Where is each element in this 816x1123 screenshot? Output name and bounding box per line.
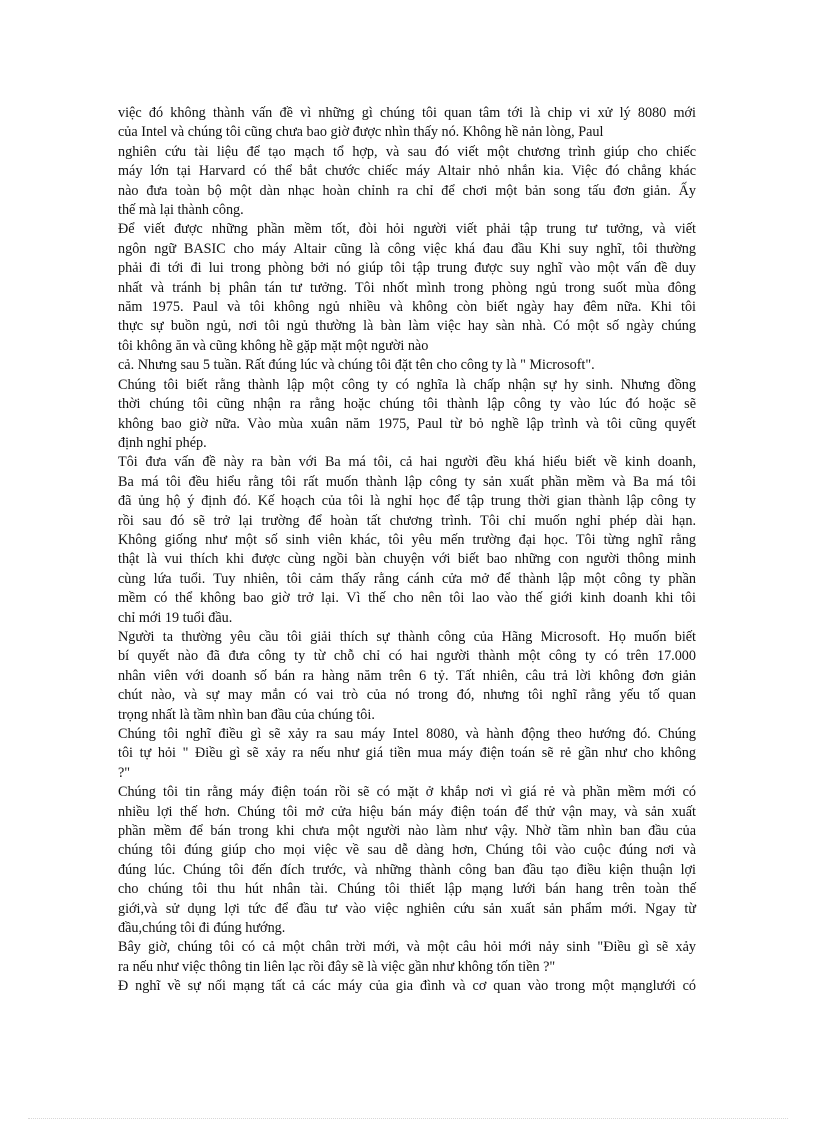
text-line: Không giống như một số sinh viên khác, tôi yêu mến trường đại học. Tôi từng nghĩ rằng — [118, 531, 696, 548]
text-line: thời chúng tôi cũng nhận ra rằng hoặc chúng tôi thành lập công ty vào lúc đó hoặc sẽ — [118, 396, 696, 413]
text-line: Bây giờ, chúng tôi có cả một chân trời mới, và một câu hỏi mới nảy sinh "Điều gì sẽ xảy — [118, 939, 696, 956]
text-line: nhất và tránh bị phân tán tư tưởng. Tôi nhốt mình trong phòng ngủ trong suốt mùa đông — [118, 279, 696, 296]
text-line: tôi tự hỏi " Điều gì sẽ xảy ra nếu như giá tiền mua máy điện toán sẽ rẻ gần như cho không — [118, 745, 696, 762]
text-line: thật là vui thích khi được cùng ngồi bàn chuyện với biết bao những con người thông minh — [118, 551, 696, 568]
text-line: nhân viên với doanh số bán ra hàng năm trên 6 tỷ. Tất nhiên, câu trả lời không đơn giản — [118, 667, 696, 684]
text-line: đúng lúc. Chúng tôi đến đích trước, và những thành công ban đầu tạo điều kiện thuận lợi — [118, 861, 696, 878]
text-line: tôi không ăn và cũng không hề gặp mặt một người nào — [118, 337, 429, 354]
text-line: phải đi tới đi lui trong phòng bởi nó giúp tôi tập trung được suy nghĩ vào một vấn đề duy — [118, 260, 696, 277]
text-line: Tôi đưa vấn đề này ra bàn với Ba má tôi, cả hai người đều khá hiểu biết về kinh doanh, — [118, 454, 696, 471]
text-line: Để viết được những phần mềm tốt, đòi hỏi người viết phải tập trung tư tưởng, và viết — [118, 221, 696, 238]
text-line: năm 1975. Paul và tôi không ngủ nhiều và không còn biết ngày hay đêm nữa. Khi tôi — [118, 299, 696, 316]
text-line: thế mà lại thành công. — [118, 202, 244, 219]
page-bottom-divider — [28, 1118, 788, 1119]
text-line: Ba má tôi đều hiểu rằng tôi rất muốn thành lập công ty sản xuất phần mềm và Ba má tôi — [118, 473, 696, 490]
text-line: Chúng tôi nghĩ điều gì sẽ xảy ra sau máy Intel 8080, và hành động theo hướng đó. Chúng — [118, 726, 696, 742]
text-line: Chúng tôi tin rằng máy điện toán rồi sẽ có mặt ở khắp nơi vì giá rẻ và phần mềm mới có — [118, 784, 696, 801]
text-line: Người ta thường yêu cầu tôi giải thích sự thành công của Hãng Microsoft. Họ muốn biết — [118, 628, 696, 645]
text-line: bí quyết nào đã đưa công ty từ chỗ chỉ có hai người thành một công ty có trên 17.000 — [118, 648, 696, 665]
text-line: của Intel và chúng tôi cũng chưa bao giờ được nhìn thấy nó. Không hề nản lòng, Paul — [118, 124, 604, 141]
text-line: không bao giờ nữa. Vào mùa xuân năm 1975, Paul từ bỏ nghề lập trình và tôi cũng quyết — [118, 415, 696, 432]
text-line: ?" — [118, 764, 131, 781]
text-line: việc đó không thành vấn đề vì những gì chúng tôi quan tâm tới là chip vi xử lý 8080 mới — [118, 105, 696, 121]
text-line: nghiên cứu tài liệu để tạo mạch tổ hợp, và sau đó viết một chương trình giúp cho chiếc — [118, 143, 696, 160]
text-line: chúng tôi đúng giúp cho mọi việc về sau dễ dàng hơn, Chúng tôi vào cuộc đúng nơi và — [118, 842, 696, 859]
text-line: ra nếu như việc thông tin liên lạc rồi đây sẽ là việc gần như không tốn tiền ?" — [118, 958, 556, 975]
text-line: đã ủng hộ ý định đó. Kế hoạch của tôi là nghỉ học để tập trung thời gian thành lập công ty — [118, 493, 696, 510]
text-line: Chúng tôi biết rằng thành lập một công ty có nghĩa là chấp nhận sự hy sinh. Nhưng đồng — [118, 376, 696, 393]
text-line: ngôn ngữ BASIC cho máy Altair cũng là công việc khá đau đầu Khi suy nghĩ, tôi thường — [118, 240, 696, 257]
text-line: định nghỉ phép. — [118, 434, 207, 451]
text-line: cùng lứa tuổi. Tuy nhiên, tôi cảm thấy rằng cánh cửa mở để thành lập một công ty phần — [118, 570, 696, 587]
text-line: máy lớn tại Harvard có thể bắt chước chiếc máy Altair nhỏ nhắn kia. Việc đó chẳng khác — [118, 163, 696, 180]
text-line: mềm có thể không bao giờ trở lại. Vì thế cho nên tôi lao vào thế giới kinh doanh khi tôi — [118, 590, 696, 607]
text-line: cho chúng tôi thu hút nhân tài. Chúng tôi thiết lập mạng lưới bán hang trên toàn thế — [118, 881, 696, 898]
text-line: giới,và sử dụng lợi tức để đầu tư vào việc nghiên cứu sản xuất sản phẩm mới. Ngay từ — [118, 900, 696, 917]
text-line: cả. Nhưng sau 5 tuần. Rất đúng lúc và chúng tôi đặt tên cho công ty là " Microsoft". — [118, 357, 595, 374]
text-line: nhiều lợi thế hơn. Chúng tôi mở cửa hiệu bán máy điện toán để thử vận may, và sản xuất — [118, 803, 696, 820]
text-line: trọng nhất là tầm nhìn ban đầu của chúng tôi. — [118, 706, 375, 723]
text-line: thực sự buồn ngủ, nơi tôi ngủ thường là bàn làm việc hay sàn nhà. Có một số ngày chúng — [118, 318, 696, 335]
text-line: nào đưa toàn bộ một dàn nhạc hoàn chỉnh ra chỉ để chơi một bản song tấu đơn giản. Ấy — [118, 182, 696, 199]
text-line: chỉ mới 19 tuổi đầu. — [118, 609, 233, 626]
text-line: đầu,chúng tôi đi đúng hướng. — [118, 920, 286, 937]
text-line: Đ nghĩ về sự nối mạng tất cả các máy của gia đình và cơ quan vào trong một mạnglưới có — [118, 978, 696, 995]
text-line: rồi sau đó sẽ trở lại trường để hoàn tất chương trình. Tôi chỉ muốn nghỉ phép dài hạn. — [118, 512, 696, 529]
text-line: phần mềm để bán trong khi chưa một người nào làm như vậy. Nhờ tầm nhìn ban đầu của — [118, 823, 696, 840]
text-line: chút nào, và sự may mắn có vai trò của nó trong đó, nhưng tôi nghĩ rằng yếu tố quan — [118, 687, 696, 704]
document-body — [118, 104, 696, 997]
